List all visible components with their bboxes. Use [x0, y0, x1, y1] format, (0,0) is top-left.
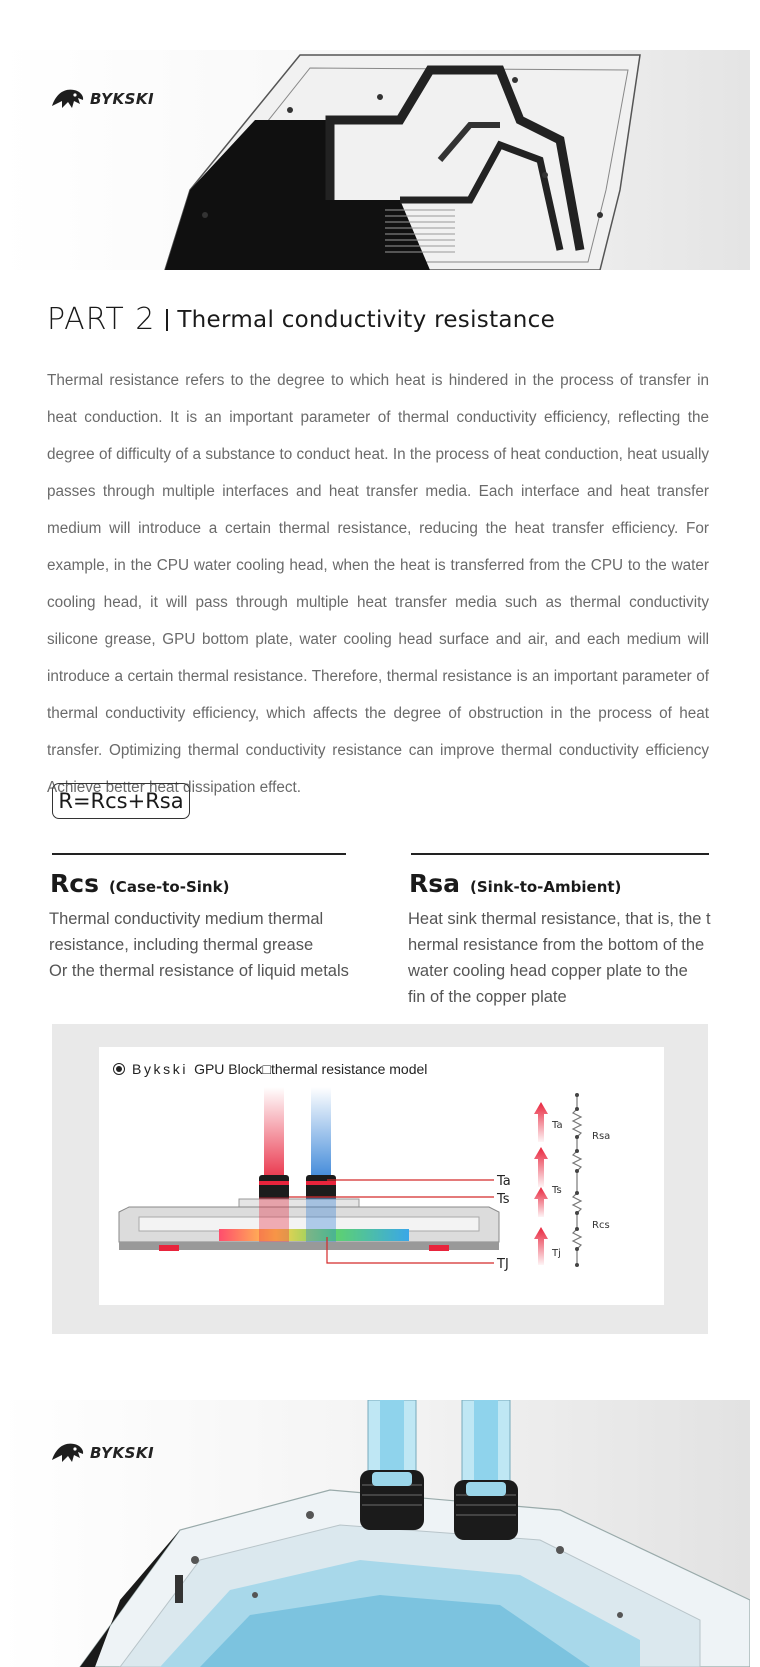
- ts-leader-label: Ts: [497, 1192, 510, 1207]
- rcs-symbol: Rcs: [50, 869, 99, 898]
- rsa-description: [408, 906, 709, 1010]
- gpu-block-plate-illustration: [0, 50, 750, 270]
- thermal-resistance-diagram: [99, 1047, 664, 1305]
- ta-leader-label: Ta: [497, 1174, 511, 1189]
- heat-arrow-icon: [534, 1102, 548, 1265]
- section-heading: [47, 302, 555, 337]
- rcs-column: [49, 853, 349, 984]
- diagram-title-brand: Bykski: [132, 1061, 189, 1077]
- bykski-logo: [50, 86, 154, 112]
- ts-scale-label: Ts: [552, 1185, 562, 1196]
- rsa-scale-label: Rsa: [592, 1131, 611, 1142]
- diagram-title: [113, 1061, 427, 1077]
- ta-scale-label: Ta: [552, 1120, 563, 1131]
- rcs-line: Or the thermal resistance of liquid metals: [49, 962, 349, 980]
- rsa-line: Heat sink thermal resistance, that is, the t: [408, 910, 711, 928]
- column-rule: [52, 853, 346, 855]
- cold-tube: [311, 1087, 331, 1187]
- formula-box: R=Rcs+Rsa: [52, 783, 190, 819]
- section-title: Thermal conductivity resistance: [177, 306, 556, 333]
- logo-text: BYKSKI: [90, 1444, 155, 1462]
- heading-separator: [166, 309, 168, 331]
- resistor-icon: [573, 1095, 581, 1265]
- tj-scale-label: Tj: [552, 1248, 561, 1259]
- hero-product-image-bottom: [0, 1400, 750, 1667]
- rcs-heading: [50, 869, 346, 898]
- rcs-line: Thermal conductivity medium thermal: [49, 910, 324, 928]
- rsa-line: water cooling head copper plate to the: [408, 962, 688, 980]
- bykski-dragon-logo-icon: [50, 86, 86, 112]
- thermal-model-illustration: [99, 1047, 664, 1305]
- tj-leader-label: TJ: [497, 1257, 509, 1272]
- radio-bullet-icon: [113, 1063, 125, 1075]
- rsa-heading: [409, 869, 709, 898]
- rcs-scale-label: Rcs: [592, 1220, 610, 1231]
- rsa-symbol: Rsa: [409, 869, 461, 898]
- logo-text: BYKSKI: [90, 90, 155, 108]
- column-rule: [411, 853, 709, 855]
- hero-product-image-top: [0, 50, 750, 270]
- rsa-subtitle: (Sink-to-Ambient): [470, 878, 622, 896]
- bykski-dragon-logo-icon: [50, 1440, 86, 1466]
- body-paragraph: Thermal resistance refers to the degree to which heat is hindered in the process of transfer in heat conduction. It is an important parameter of thermal conductivity efficiency, reflecting the degree of difficulty of a substance to conduct heat. In the process of heat conduction, heat usually passes through multiple interfaces and heat transfer media. Each interface and heat transfer medium will introduce a certain thermal resistance, reducing the heat transfer efficiency. For example, in the CPU water cooling head, when the heat is transferred from the CPU to the water cooling head, it will pass through multiple heat transfer media such as thermal conductivity silicone grease, GPU bottom plate, water cooling head surface and air, and each medium will introduce a certain thermal resistance. Therefore, thermal resistance is an important parameter of thermal conductivity efficiency, which affects the degree of obstruction in the process of heat transfer. Optimizing thermal conductivity resistance can improve thermal conductivity efficiency Achieve better heat dissipation effect.: [47, 372, 709, 796]
- diagram-title-text: GPU Block□thermal resistance model: [194, 1061, 428, 1077]
- rcs-description: [49, 906, 349, 984]
- rsa-line: hermal resistance from the bottom of the: [408, 936, 705, 954]
- part-number: PART 2: [47, 302, 156, 337]
- hot-tube: [264, 1087, 284, 1187]
- rcs-subtitle: (Case-to-Sink): [108, 878, 230, 896]
- rcs-line: resistance, including thermal grease: [49, 936, 314, 954]
- bykski-logo: [50, 1440, 154, 1466]
- rsa-column: [408, 853, 711, 1010]
- rsa-line: fin of the copper plate: [408, 988, 567, 1006]
